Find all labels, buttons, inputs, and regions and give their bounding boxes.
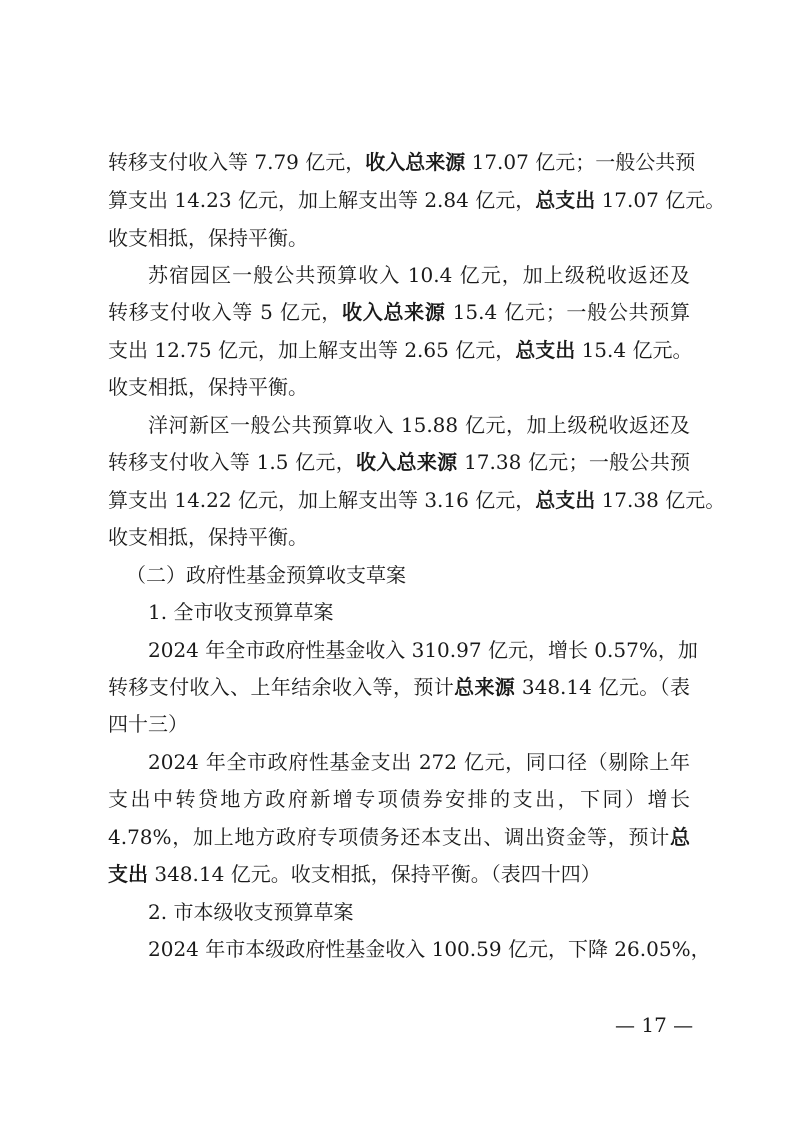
bold-term: 收入总来源: [365, 150, 466, 174]
text-line: 2024 年全市政府性基金收入 310.97 亿元，增长 0.57%，加: [148, 638, 698, 662]
text-line: 支出 348.14 亿元。收支相抵，保持平衡。（表四十四）: [108, 862, 601, 886]
text-line: 苏宿园区一般公共预算收入 10.4 亿元，加上级税收返还及: [148, 263, 690, 287]
text-line: 洋河新区一般公共预算收入 15.88 亿元，加上级税收返还及: [148, 413, 690, 437]
page-number: — 17 —: [615, 1013, 694, 1037]
bold-term: 总支出: [515, 338, 576, 362]
bold-term: 支出: [108, 862, 148, 886]
bold-term: 总支出: [535, 488, 596, 512]
text-line: 收支相抵，保持平衡。: [108, 226, 308, 250]
text-line: 算支出 14.22 亿元，加上解支出等 3.16 亿元，总支出 17.38 亿元。: [108, 488, 726, 512]
text-line: 2024 年全市政府性基金支出 272 亿元，同口径（剔除上年: [148, 750, 690, 774]
bold-term: 收入总来源: [342, 300, 446, 324]
text-line: 转移支付收入等 5 亿元，收入总来源 15.4 亿元；一般公共预算: [108, 300, 690, 324]
text-line: 算支出 14.23 亿元，加上解支出等 2.84 亿元，总支出 17.07 亿元。: [108, 188, 726, 212]
text-line: 转移支付收入等 1.5 亿元，收入总来源 17.38 亿元；一般公共预: [108, 450, 690, 474]
text-line: 支出中转贷地方政府新增专项债券安排的支出，下同）增长: [108, 787, 690, 811]
text-line: 转移支付收入等 7.79 亿元，收入总来源 17.07 亿元；一般公共预: [108, 150, 696, 174]
subsection-heading: 1. 全市收支预算草案: [148, 600, 334, 624]
text-line: 支出 12.75 亿元，加上解支出等 2.65 亿元，总支出 15.4 亿元。: [108, 338, 693, 362]
bold-term: 总: [670, 825, 690, 849]
text-line: 4.78%，加上地方政府专项债务还本支出、调出资金等，预计总: [108, 825, 690, 849]
subsection-heading: 2. 市本级收支预算草案: [148, 900, 354, 924]
bold-term: 总来源: [454, 675, 516, 699]
section-heading: （二）政府性基金预算收支草案: [126, 563, 406, 587]
bold-term: 总支出: [535, 188, 596, 212]
text-line: 四十三）: [108, 712, 188, 736]
text-line: 收支相抵，保持平衡。: [108, 375, 308, 399]
text-line: 收支相抵，保持平衡。: [108, 525, 308, 549]
text-line: 2024 年市本级政府性基金收入 100.59 亿元，下降 26.05%，: [148, 937, 711, 961]
bold-term: 收入总来源: [355, 450, 458, 474]
text-line: 转移支付收入、上年结余收入等，预计总来源 348.14 亿元。（表: [108, 675, 691, 699]
